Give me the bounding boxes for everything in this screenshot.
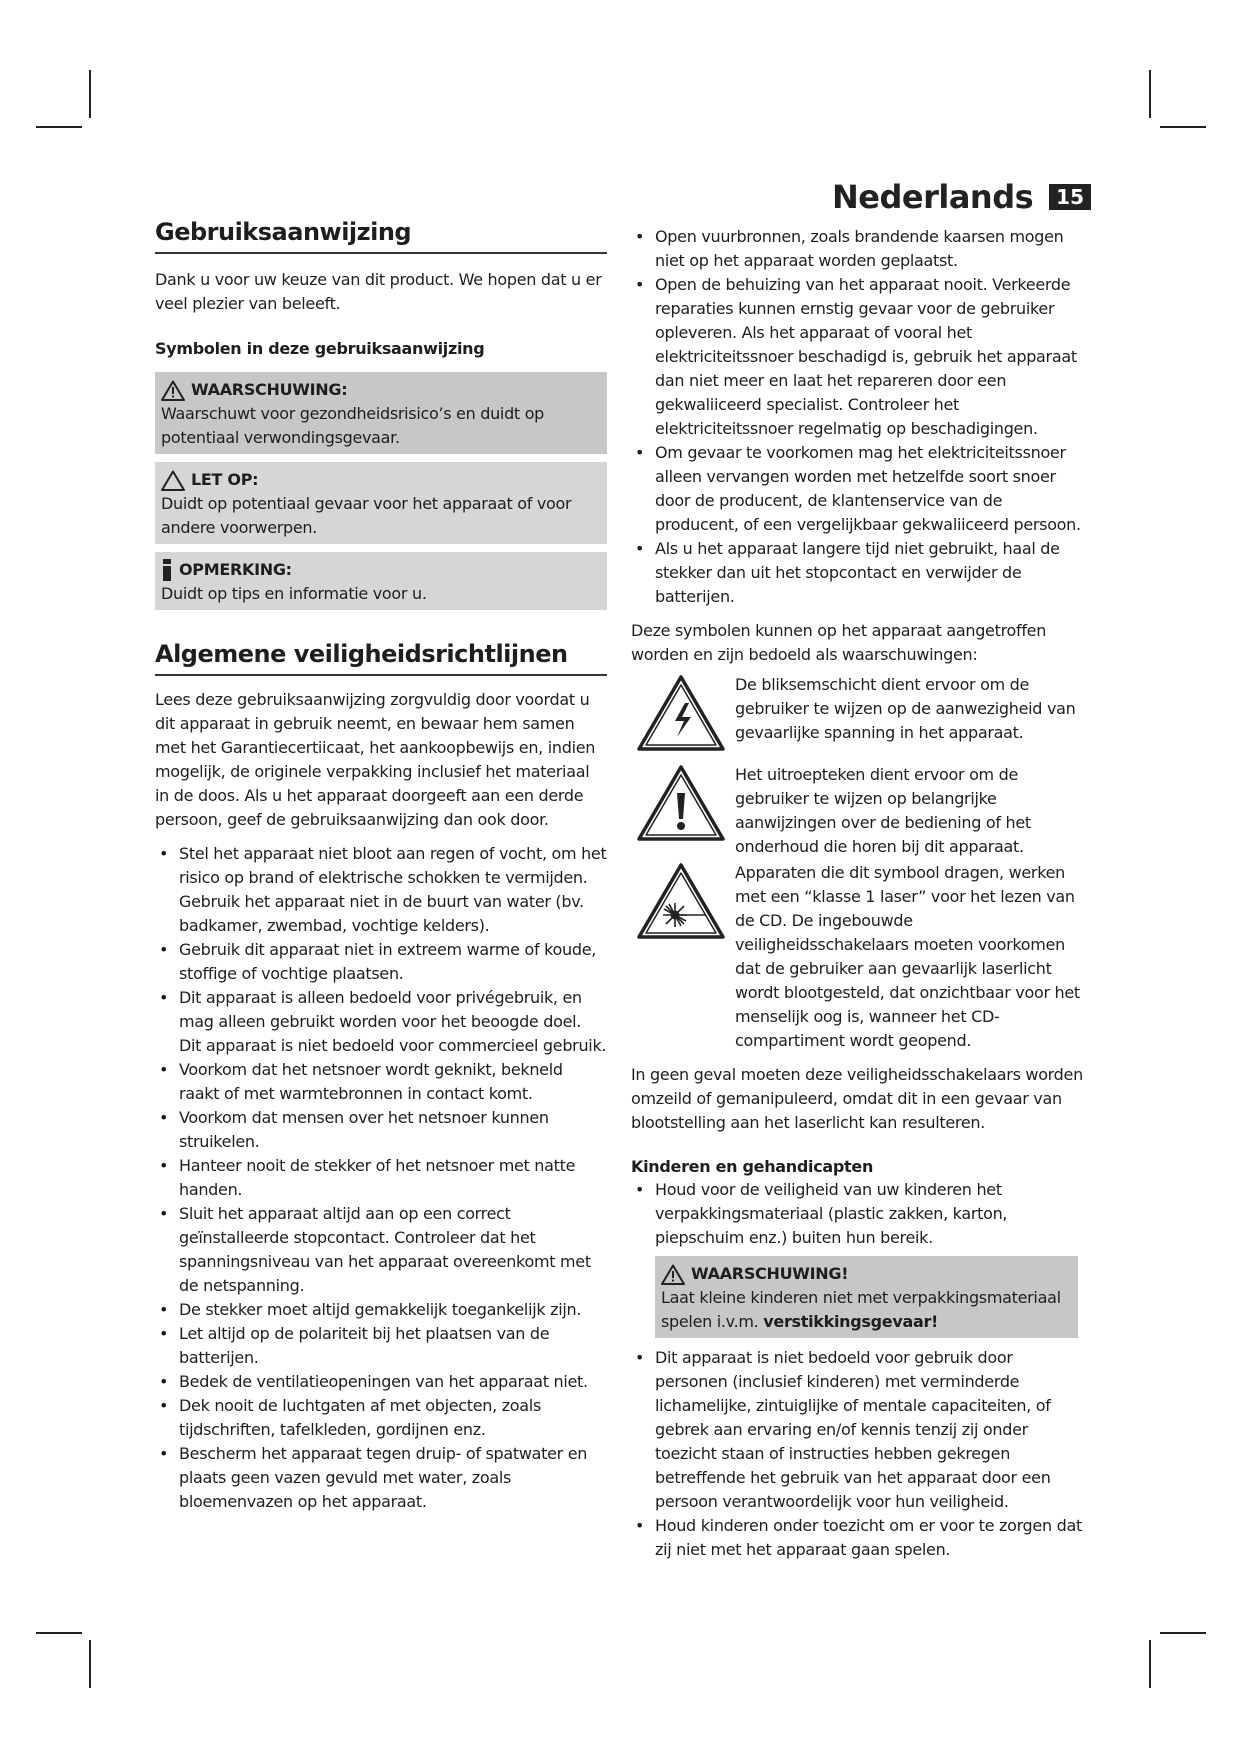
caution-box xyxy=(155,462,607,544)
list-item: • Let altijd op de polariteit bij het plaatsen van de batterijen. xyxy=(155,1322,607,1370)
laser-note: In geen geval moeten deze veiligheidsschakelaars worden omzeild of gemanipuleerd, omdat dit in een gevaar van blootstelling aan het laserlicht kan resulteren. xyxy=(631,1065,1083,1132)
list-item: • Dit apparaat is alleen bedoeld voor privégebruik, en mag alleen gebruikt worden voor het beoogde doel. Dit apparaat is niet bedoeld voor commercieel gebruik. xyxy=(155,986,607,1058)
list-item: • Open de behuizing van het apparaat nooit. Verkeerde reparaties kunnen ernstig gevaar voor de gebruiker opleveren. Als het apparaat of vooral het elektriciteitssnoer beschadigd is, gebruik het apparaat dan niet meer en laat het repareren door een gekwaliiceerd specialist. Controleer het elektriciteitssnoer regelmatig op beschadigingen. xyxy=(631,273,1086,441)
list-item: • Hanteer nooit de stekker of het netsnoer met natte handen. xyxy=(155,1154,607,1202)
symbol-exclamation-text: Het uitroepteken dient ervoor om de gebruiker te wijzen op belangrijke aanwijzingen over de bediening of het onderhoud die horen bij dit apparaat. xyxy=(735,765,1031,856)
symbol-laser-text: Apparaten die dit symbool dragen, werken met een “klasse 1 laser” voor het lezen van de CD. De ingebouwde veiligheidsschakelaars moeten voorkomen dat de gebruiker aan gevaarlijk laserlicht wordt blootgesteld, dat onzichtbaar voor het menselijk oog is, wanneer het CD-compartiment wordt geopend. xyxy=(735,863,1080,1050)
list-item: • De stekker moet altijd gemakkelijk toegankelijk zijn. xyxy=(155,1298,607,1322)
list-item: • Dek nooit de luchtgaten af met objecten, zoals tijdschriften, tafelkleden, gordijnen enz. xyxy=(155,1394,607,1442)
note-box-title xyxy=(161,558,601,582)
list-item: • Sluit het apparaat altijd aan op een correct geïnstalleerde stopcontact. Controleer dat het spanningsniveau van het apparaat overeenkomt met de netspanning. xyxy=(155,1202,607,1298)
crop-mark xyxy=(89,70,91,118)
left-column xyxy=(155,218,607,1514)
crop-mark xyxy=(1160,126,1206,128)
crop-mark xyxy=(36,126,82,128)
children-warning-text-bold: verstikkingsgevaar! xyxy=(763,1312,939,1331)
symbol-laser xyxy=(631,861,1086,1053)
crop-mark xyxy=(1149,1640,1151,1688)
children-heading: Kinderen en gehandicapten xyxy=(631,1157,874,1176)
list-item: • Voorkom dat het netsnoer wordt geknikt, bekneld raakt of met warmtebronnen in contact komt. xyxy=(155,1058,607,1106)
symbols-heading: Symbolen in deze gebruiksaanwijzing xyxy=(155,339,485,358)
warning-box-title xyxy=(161,378,601,402)
list-item: • Houd voor de veiligheid van uw kinderen het verpakkingsmateriaal (plastic zakken, karton, piepschuim enz.) buiten hun bereik. xyxy=(631,1178,1086,1250)
children-warning-title-text: WAARSCHUWING! xyxy=(691,1264,849,1283)
crop-mark xyxy=(1160,1632,1206,1634)
caution-box-text: Duidt op potentiaal gevaar voor het apparaat of voor andere voorwerpen. xyxy=(161,494,572,537)
children-list-2 xyxy=(631,1346,1086,1562)
info-icon xyxy=(161,559,173,581)
warning-box xyxy=(155,372,607,454)
warning-triangle-icon xyxy=(661,1264,685,1285)
list-item: • Stel het apparaat niet bloot aan regen of vocht, om het risico op brand of elektrische schokken te vermijden. Gebruik het apparaat niet in de buurt van water (bv. badkamer, zwembad, vochtige kelders). xyxy=(155,842,607,938)
list-item: • Gebruik dit apparaat niet in extreem warme of koude, stoffige of vochtige plaatsen. xyxy=(155,938,607,986)
children-warning-box xyxy=(655,1256,1078,1338)
children-warning-text-plain: Laat kleine kinderen niet met verpakkingsmateriaal spelen i.v.m. xyxy=(661,1288,1061,1331)
crop-mark xyxy=(36,1632,82,1634)
symbol-lightning-text: De bliksemschicht dient ervoor om de gebruiker te wijzen op de aanwezigheid van gevaarlijke spanning in het apparaat. xyxy=(735,675,1076,742)
list-item: • Als u het apparaat langere tijd niet gebruikt, haal de stekker dan uit het stopcontact en verwijder de batterijen. xyxy=(631,537,1086,609)
safety-intro: Lees deze gebruiksaanwijzing zorgvuldig door voordat u dit apparaat in gebruik neemt, en bewaar hem samen met het Garantiecertiicaat, het aankoopbewijs en, indien mogelijk, de originele verpakking inclusief het materiaal in de doos. Als u het apparaat doorgeeft aan een derde persoon, geef de gebruiksaanwijzing dan ook door. xyxy=(155,690,596,829)
note-box xyxy=(155,552,607,610)
list-item: • Voorkom dat mensen over het netsnoer kunnen struikelen. xyxy=(155,1106,607,1154)
safety-list xyxy=(155,842,607,1514)
page-number: 15 xyxy=(1049,184,1091,210)
language-title: Nederlands xyxy=(831,178,1034,216)
section-heading-gebruiksaanwijzing: Gebruiksaanwijzing xyxy=(155,218,607,254)
warning-title-text: WAARSCHUWING: xyxy=(191,380,348,399)
list-item: • Om gevaar te voorkomen mag het elektriciteitssnoer alleen vervangen worden met hetzelfde soort snoer door de producent, de klantenservice van de producent, of een vergelijkbaar gekwaliiceerd persoon. xyxy=(631,441,1086,537)
symbol-exclamation xyxy=(631,763,1086,859)
laser-warning-icon xyxy=(635,861,727,941)
list-item: • Open vuurbronnen, zoals brandende kaarsen mogen niet op het apparaat worden geplaatst. xyxy=(631,225,1086,273)
symbols-intro: Deze symbolen kunnen op het apparaat aangetroffen worden en zijn bedoeld als waarschuwingen: xyxy=(631,621,1047,664)
list-item: • Bedek de ventilatieopeningen van het apparaat niet. xyxy=(155,1370,607,1394)
caution-box-title xyxy=(161,468,601,492)
list-item: • Houd kinderen onder toezicht om er voor te zorgen dat zij niet met het apparaat gaan spelen. xyxy=(631,1514,1086,1562)
note-box-text: Duidt op tips en informatie voor u. xyxy=(161,584,427,603)
exclamation-triangle-icon xyxy=(635,763,727,843)
safety-list-continued xyxy=(631,225,1086,609)
right-column xyxy=(631,225,1086,1562)
children-list xyxy=(631,1178,1086,1250)
crop-mark xyxy=(1149,70,1151,118)
list-item: • Dit apparaat is niet bedoeld voor gebruik door personen (inclusief kinderen) met verminderde lichamelijke, zintuiglijke of mentale capaciteiten, of gebrek aan ervaring en/of kennis tenzij zij onder toezicht staan of instructies hebben gekregen betreffende het gebruik van het apparaat door een persoon verantwoordelijk voor hun veiligheid. xyxy=(631,1346,1086,1514)
warning-triangle-icon xyxy=(161,380,185,401)
caution-title-text: LET OP: xyxy=(191,470,259,489)
caution-triangle-icon xyxy=(161,470,185,491)
children-warning-title xyxy=(661,1262,1072,1286)
lightning-bolt-icon xyxy=(635,673,727,753)
list-item: • Bescherm het apparaat tegen druip- of spatwater en plaats geen vazen gevuld met water, zoals bloemenvazen op het apparaat. xyxy=(155,1442,607,1514)
warning-box-text: Waarschuwt voor gezondheidsrisico’s en duidt op potentiaal verwondingsgevaar. xyxy=(161,404,545,447)
children-warning-text xyxy=(661,1286,1072,1334)
note-title-text: OPMERKING: xyxy=(179,560,292,579)
intro-text: Dank u voor uw keuze van dit product. We hopen dat u er veel plezier van beleeft. xyxy=(155,270,602,313)
symbol-lightning xyxy=(631,673,1086,753)
section-heading-veiligheid: Algemene veiligheidsrichtlijnen xyxy=(155,640,607,676)
crop-mark xyxy=(89,1640,91,1688)
page-header xyxy=(832,176,1091,218)
